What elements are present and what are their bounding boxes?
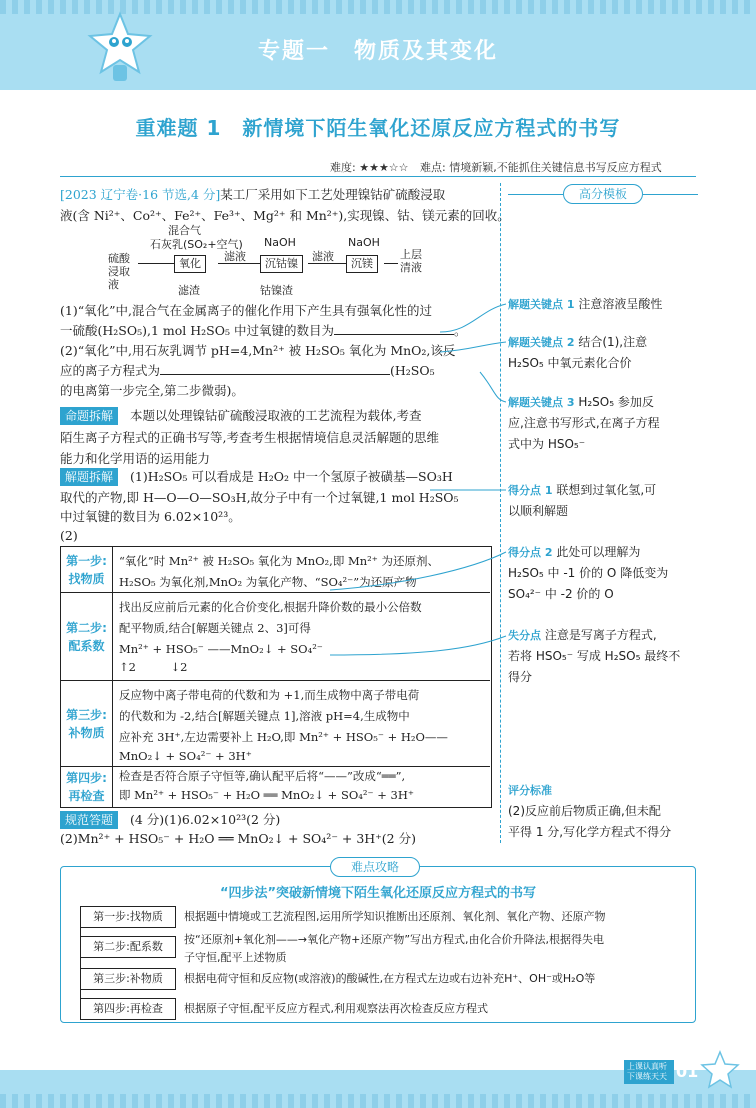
grading-text-2: 平得 1 分,写化学方程式不得分 [508, 825, 672, 839]
guide-desc-1: 根据题中情境或工艺流程图,运用所学知识推断出还原剂、氧化剂、氧化产物、还原产物 [184, 910, 606, 923]
problem-source: [2023 辽宁卷·16 节选,4 分] [60, 187, 221, 202]
solution-line-3: 中过氧键的数目为 6.02×10²³。 [60, 509, 241, 524]
key-point-2-tag: 解题关键点 2 [508, 336, 575, 349]
guide-desc-3: 根据电荷守恒和反应物(或溶液)的酸碱性,在方程式左边或右边补充H⁺、OH⁻或H₂O等 [184, 972, 596, 985]
template-header: 高分模板 [563, 184, 643, 204]
footer-brand: 上课认真听 下课练天天 [624, 1060, 674, 1084]
page-number: 01 [676, 1062, 699, 1081]
solution-text-1: (1)H₂SO₅ 可以看成是 H₂O₂ 中一个氢原子被磺基—SO₃H [130, 469, 453, 484]
guide-step-1: 第一步:找物质 [80, 906, 176, 928]
step-label-1: 第一步: 找物质 [61, 547, 113, 592]
question-2-line-1: (2)“氧化”中,用石灰乳调节 pH=4,Mn²⁺ 被 H₂SO₅ 氧化为 MnO₂,该反 [60, 343, 456, 358]
flow-reagent-1: 石灰乳(SO₂+空气) [150, 238, 243, 251]
guide-step-3: 第三步:补物质 [80, 968, 176, 990]
guide-desc-4: 根据原子守恒,配平反应方程式,利用观察法再次检查反应方程式 [184, 1002, 488, 1015]
footer-stripe [0, 1094, 756, 1108]
flow-box-precip-mg: 沉镁 [346, 255, 378, 273]
chapter-title: 专题一 物质及其变化 [257, 39, 498, 64]
key-point-3-text-2: 应,注意书写形式,在离子方程 [508, 416, 660, 430]
difficulty-point-label: 难点: [420, 161, 446, 174]
problem-line-2: 液(含 Ni²⁺、Co²⁺、Fe²⁺、Fe³⁺、Mg²⁺ 和 Mn²⁺),实现镍、钴、镁元素的回收。 [60, 208, 510, 223]
question-2-line-3: 的电离第一步完全,第二步微弱)。 [60, 383, 244, 398]
key-point-1-tag: 解题关键点 1 [508, 298, 575, 311]
flow-box-precip-coni: 沉钴镍 [260, 255, 303, 273]
guide-step-2: 第二步:配系数 [80, 936, 176, 958]
step-2-line: 找出反应前后元素的化合价变化,根据升降价数的最小公倍数 [119, 600, 422, 614]
flow-input: 硫酸浸取液 [108, 252, 130, 291]
lost-point-text-2: 若将 HSO₅⁻ 写成 H₂SO₅ 最终不 [508, 649, 681, 663]
score-point-1-text-2: 以顺利解题 [508, 504, 569, 518]
score-point-2-text-3: SO₄²⁻ 中 -2 价的 O [508, 587, 614, 601]
step-4-line: 检查是否符合原子守恒等,确认配平后将“——”改成“══”, [119, 769, 406, 783]
answer-line-2: (2)Mn²⁺ + HSO₅⁻ + H₂O ══ MnO₂↓ + SO₄²⁻ + 3H⁺(2 分) [60, 831, 416, 846]
grading-tag: 评分标准 [508, 784, 552, 797]
question-1-line-2: 一硫酸(H₂SO₅),1 mol H₂SO₅ 中过氧键的数目为 。 [60, 323, 467, 338]
score-point-2-tag: 得分点 2 [508, 546, 553, 559]
flow-mid-2: 滤液 [312, 250, 334, 263]
footer-star-icon [700, 1050, 740, 1090]
flow-out-2: 钴镍渣 [260, 284, 293, 297]
step-label-3: 第三步: 补物质 [61, 681, 113, 766]
lost-point-text-1: 注意是写离子方程式, [544, 628, 657, 642]
score-point-1-text-1: 联想到过氧化氢,可 [556, 483, 657, 497]
answer-text-1: (4 分)(1)6.02×10²³(2 分) [130, 812, 281, 827]
step-4-line: 即 Mn²⁺ + HSO₅⁻ + H₂O ══ MnO₂↓ + SO₄²⁻ + 3H⁺ [119, 788, 414, 802]
guide-desc-2b: 子守恒,配平上述物质 [184, 951, 287, 964]
step-2-line: 配平物质,结合[解题关键点 2、3]可得 [119, 621, 311, 635]
key-point-3-tag: 解题关键点 3 [508, 396, 575, 409]
lost-point-tag: 失分点 [508, 629, 541, 642]
key-point-3-text-3: 式中为 HSO₅⁻ [508, 437, 586, 451]
difficulty-label: 难度: [330, 161, 356, 174]
flow-reagent-top: 混合气 [168, 224, 201, 237]
problem-intro: 某工厂采用如下工艺处理镍钴矿硫酸浸取 [220, 187, 446, 202]
grading-text-1: (2)反应前后物质正确,但未配 [508, 804, 661, 818]
flow-out-3: 上层清液 [400, 248, 422, 274]
difficulty-point-text: 情境新颖,不能抓住关键信息书写反应方程式 [449, 161, 662, 174]
flow-box-oxidation: 氧化 [174, 255, 206, 273]
key-point-1-text: 注意溶液呈酸性 [578, 297, 663, 311]
step-1-line: “氧化”时 Mn²⁺ 被 H₂SO₅ 氧化为 MnO₂,即 Mn²⁺ 为还原剂、 [119, 554, 439, 568]
step-3-line: 应补充 3H⁺,左边需要补上 H₂O,即 Mn²⁺ + HSO₅⁻ + H₂O—— [119, 730, 448, 744]
topic-title: 重难题 1 新情境下陌生氧化还原反应方程式的书写 [135, 116, 621, 140]
question-1-text: 一硫酸(H₂SO₅),1 mol H₂SO₅ 中过氧键的数目为 [60, 323, 334, 338]
guide-tag: 难点攻略 [330, 857, 420, 877]
analysis-line-3: 能力和化学用语的运用能力 [60, 451, 211, 466]
question-2-hint: (H₂SO₅ [390, 363, 435, 378]
solution-tag: 解题拆解 [60, 468, 118, 486]
step-3-line: 反应物中离子带电荷的代数和为 +1,而生成物中离子带电荷 [119, 688, 420, 702]
score-point-2-text-1: 此处可以理解为 [556, 545, 641, 559]
step-label-2: 第二步: 配系数 [61, 593, 113, 680]
guide-desc-2: 按“还原剂+氧化剂——→氧化产物+还原产物”写出方程式,由化合价升降法,根据得失电 [184, 933, 605, 946]
step-3-line: MnO₂↓ + SO₄²⁻ + 3H⁺ [119, 749, 252, 763]
analysis-text-1: 本题以处理镍钴矿硫酸浸取液的工艺流程为载体,考查 [130, 408, 422, 423]
lost-point-text-3: 得分 [508, 670, 533, 684]
solution-line-2: 取代的产物,即 H—O—O—SO₃H,故分子中有一个过氧键,1 mol H₂SO₅ [60, 490, 459, 505]
step-1-line: H₂SO₅ 为氧化剂,MnO₂ 为氧化产物、“SO₄²⁻”为还原产物 [119, 575, 417, 589]
analysis-tag: 命题拆解 [60, 407, 118, 425]
question-1-line-1: (1)“氧化”中,混合气在金属离子的催化作用下产生具有强氧化性的过 [60, 303, 432, 318]
step-3-line: 的代数和为 -2,结合[解题关键点 1],溶液 pH=4,生成物中 [119, 709, 410, 723]
flow-reagent-2: NaOH [264, 236, 296, 249]
guide-title: “四步法”突破新情境下陌生氧化还原反应方程式的书写 [219, 886, 537, 901]
analysis-line-2: 陌生离子方程式的正确书写等,考查考生根据情境信息灵活解题的思维 [60, 430, 439, 445]
answer-tag: 规范答题 [60, 811, 118, 829]
step-2-line: ↑2 ↓2 [119, 660, 188, 674]
step-label-4: 第四步: 再检查 [61, 767, 113, 807]
guide-step-4: 第四步:再检查 [80, 998, 176, 1020]
guide-connector [80, 928, 81, 998]
question-2-text: 应的离子方程式为 [60, 363, 161, 378]
score-point-2-text-2: H₂SO₅ 中 -1 价的 O 降低变为 [508, 566, 669, 580]
key-point-2-text-1: 结合(1),注意 [578, 335, 648, 349]
flow-reagent-3: NaOH [348, 236, 380, 249]
flow-mid-1: 滤液 [224, 250, 246, 263]
flow-out-1: 滤渣 [178, 284, 200, 297]
difficulty-stars: ★★★☆☆ [359, 161, 409, 174]
solution-line-4: (2) [60, 528, 78, 543]
key-point-3-text-1: H₂SO₅ 参加反 [578, 395, 654, 409]
score-point-1-tag: 得分点 1 [508, 484, 553, 497]
key-point-2-text-2: H₂SO₅ 中氧元素化合价 [508, 356, 632, 370]
step-2-line: Mn²⁺ + HSO₅⁻ ——MnO₂↓ + SO₄²⁻ [119, 642, 323, 656]
